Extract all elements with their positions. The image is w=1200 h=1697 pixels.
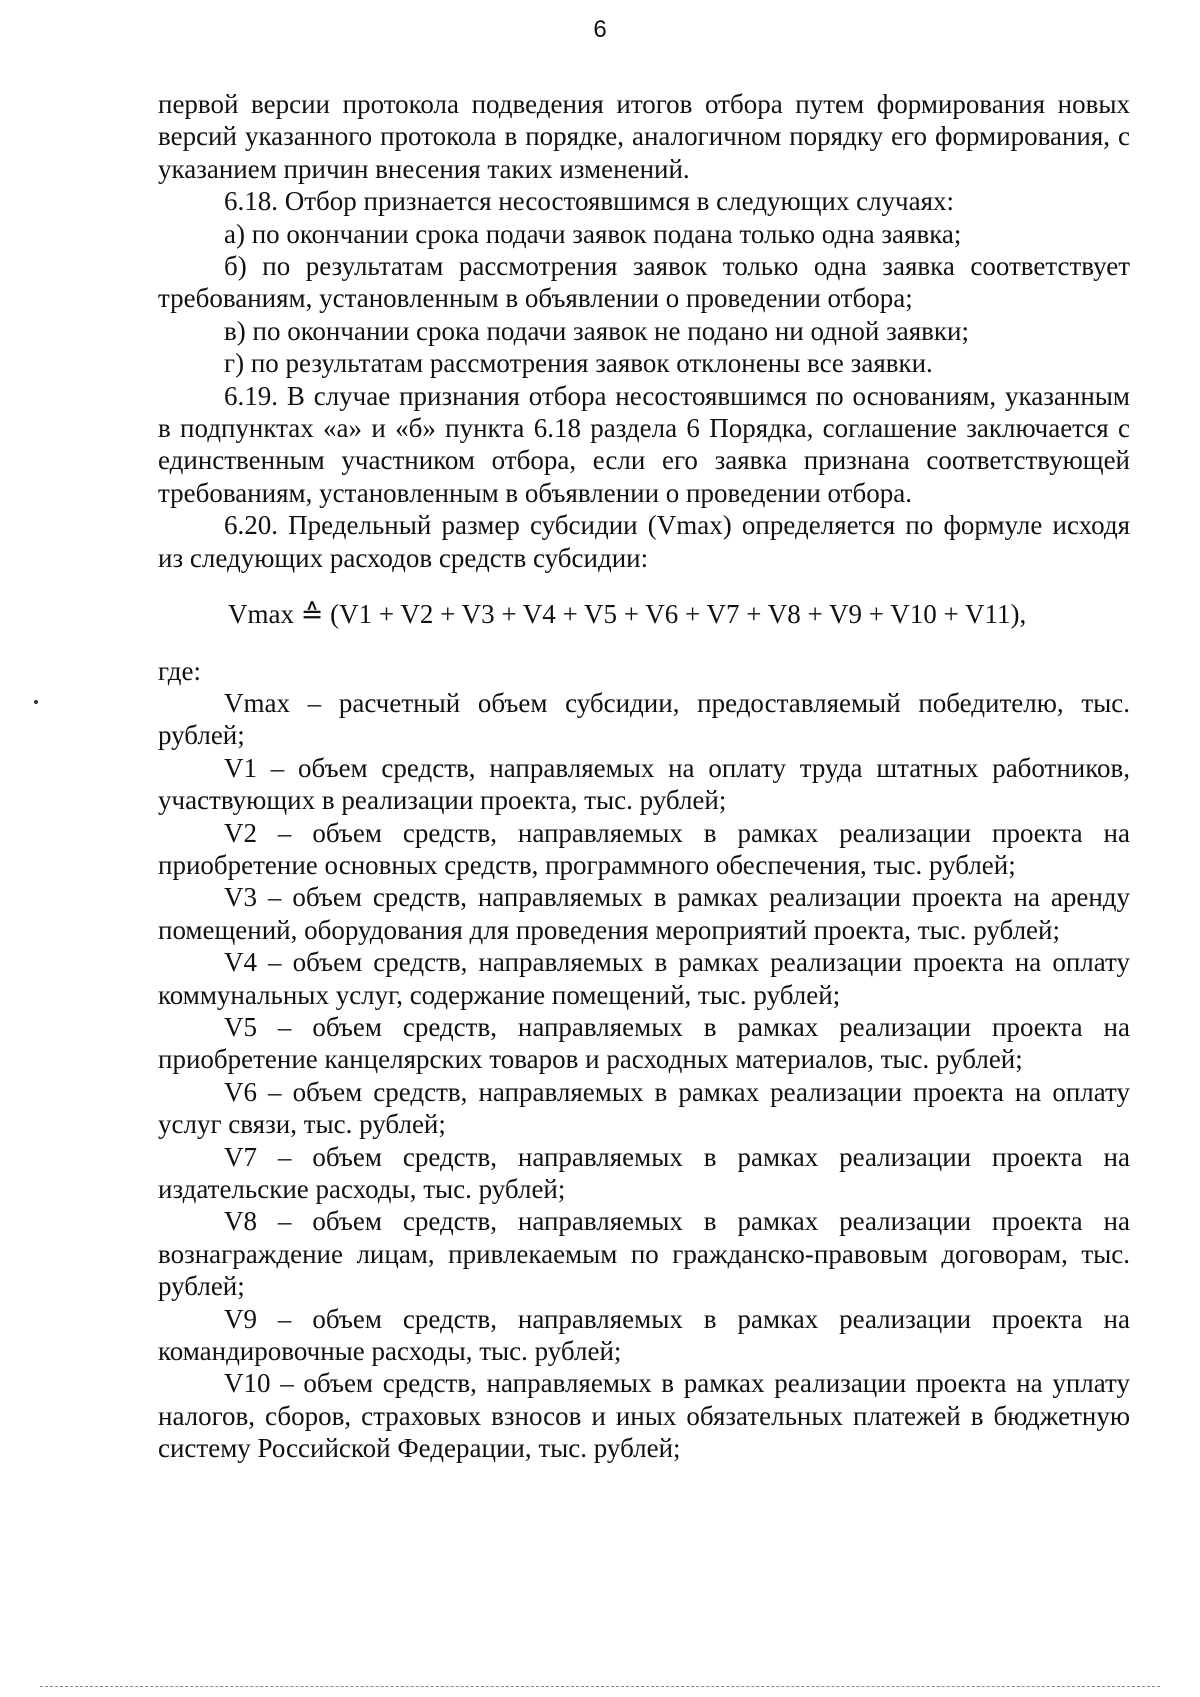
document-body (158, 88, 1130, 1465)
paragraph: первой версии протокола подведения итогов отбора путем формирования новых версий указанного протокола в порядке, аналогичном порядку его формирования, с указанием причин внесения таких изменений. (158, 89, 1130, 184)
paragraph: 6.18. Отбор признается несостоявшимся в следующих случаях: (224, 186, 955, 217)
definition-item: V6 – объем средств, направляемых в рамках реализации проекта на оплату услуг связи, тыс. рублей; (158, 1076, 1130, 1140)
paragraph: а) по окончании срока подачи заявок подана только одна заявка; (224, 218, 962, 249)
definition-item: V1 – объем средств, направляемых на оплату труда штатных работников, участвующих в реализации проекта, тыс. рублей; (158, 752, 1130, 816)
paragraph: г) по результатам рассмотрения заявок отклонены все заявки. (224, 348, 933, 379)
paragraph: 6.19. В случае признания отбора несостоявшимся по основаниям, указанным в подпунктах «а» и «б» пункта 6.18 раздела 6 Порядка, соглашение заключается с единственным участником отбора, если его заявка признана соответствующей требованиям, установленным в объявлении о проведении отбора. (158, 380, 1130, 508)
definition-item: V10 – объем средств, направляемых в рамках реализации проекта на уплату налогов, сборов, страховых взносов и иных обязательных платежей в бюджетную систему Российской Федерации, тыс. рублей; (158, 1368, 1130, 1464)
definition-item: Vmax – расчетный объем субсидии, предоставляемый победителю, тыс. рублей; (158, 687, 1130, 751)
where-label: где: (158, 655, 201, 686)
formula-definitions (158, 687, 1130, 1465)
definition-item: V9 – объем средств, направляемых в рамках реализации проекта на командировочные расходы, тыс. рублей; (158, 1303, 1130, 1367)
definition-item: V2 – объем средств, направляемых в рамках реализации проекта на приобретение основных средств, программного обеспечения, тыс. рублей; (158, 817, 1130, 880)
scan-bottom-edge (40, 1686, 1160, 1687)
paragraph: б) по результатам рассмотрения заявок только одна заявка соответствует требованиям, установленным в объявлении о проведении отбора; (158, 251, 1130, 314)
definition-item: V4 – объем средств, направляемых в рамках реализации проекта на оплату коммунальных услуг, содержание помещений, тыс. рублей; (158, 947, 1130, 1010)
definition-item: V5 – объем средств, направляемых в рамках реализации проекта на приобретение канцелярских товаров и расходных материалов, тыс. рублей; (158, 1011, 1130, 1075)
definition-item: V3 – объем средств, направляемых в рамках реализации проекта на аренду помещений, оборудования для проведения мероприятий проекта, тыс. рублей; (158, 882, 1130, 945)
paragraph: в) по окончании срока подачи заявок не подано ни одной заявки; (224, 315, 969, 346)
paragraphs-before-formula (158, 88, 1130, 574)
definition-item: V8 – объем средств, направляемых в рамках реализации проекта на вознаграждение лицам, привлекаемым по гражданско-правовым договорам, тыс. рублей; (158, 1206, 1130, 1302)
paragraph: 6.20. Предельный размер субсидии (Vmax) определяется по формуле исходя из следующих расходов средств субсидии: (158, 510, 1130, 573)
scan-dot-mark (34, 700, 38, 704)
subsidy-formula: Vmax ≙ (V1 + V2 + V3 + V4 + V5 + V6 + V7 + V8 + V9 + V10 + V11), (228, 599, 1027, 630)
definition-item: V7 – объем средств, направляемых в рамках реализации проекта на издательские расходы, тыс. рублей; (158, 1141, 1130, 1204)
page-number: 6 (593, 16, 607, 43)
